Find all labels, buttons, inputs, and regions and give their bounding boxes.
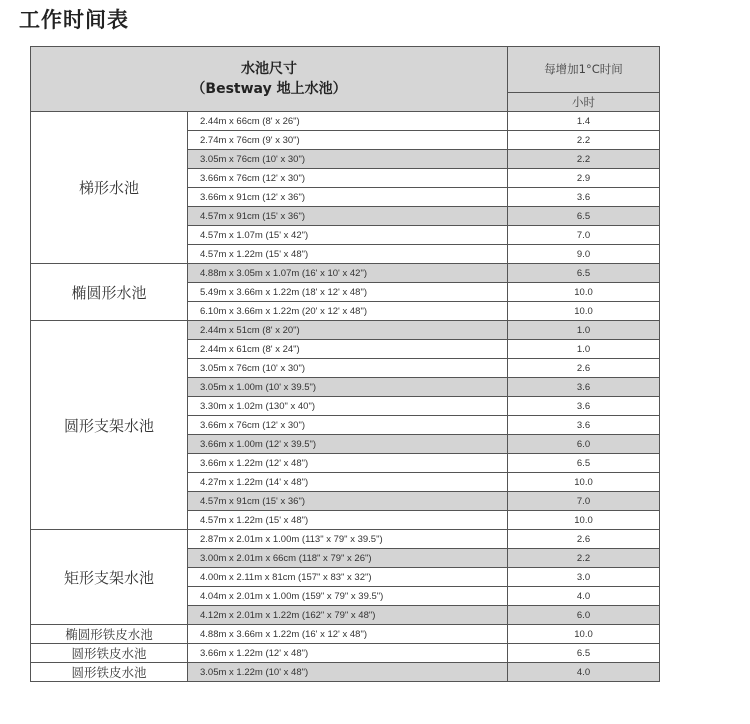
hours-cell: 3.6 [508,188,660,207]
pool-type-cell: 圆形铁皮水池 [31,644,188,663]
hours-cell: 3.6 [508,397,660,416]
page-title: 工作时间表 [19,8,129,32]
pool-size-cell: 3.00m x 2.01m x 66cm (118" x 79" x 26") [188,549,508,568]
hours-cell: 3.0 [508,568,660,587]
table-row [31,625,660,644]
pool-size-cell: 4.88m x 3.66m x 1.22m (16' x 12' x 48") [188,625,508,644]
hours-cell: 10.0 [508,625,660,644]
hours-cell: 6.0 [508,606,660,625]
pool-size-cell: 3.66m x 1.00m (12' x 39.5") [188,435,508,454]
hours-cell: 4.0 [508,587,660,606]
heating-time-table [30,46,660,682]
pool-size-cell: 4.12m x 2.01m x 1.22m (162" x 79" x 48") [188,606,508,625]
pool-type-cell: 梯形水池 [31,112,188,264]
hours-cell: 1.0 [508,340,660,359]
pool-size-cell: 3.66m x 91cm (12' x 36") [188,188,508,207]
hours-cell: 10.0 [508,511,660,530]
pool-size-cell: 3.05m x 76cm (10' x 30") [188,150,508,169]
hours-cell: 6.5 [508,207,660,226]
pool-size-cell: 3.05m x 1.00m (10' x 39.5") [188,378,508,397]
pool-size-cell: 3.05m x 1.22m (10' x 48") [188,663,508,682]
pool-size-cell: 4.57m x 1.22m (15' x 48") [188,245,508,264]
hours-cell: 10.0 [508,283,660,302]
time-per-degree-header: 每增加1°C时间 [508,47,660,93]
table-row [31,264,660,283]
pool-size-cell: 2.87m x 2.01m x 1.00m (113" x 79" x 39.5") [188,530,508,549]
table-row [31,530,660,549]
time-unit-header: 小时 [508,92,660,111]
hours-cell: 6.5 [508,644,660,663]
hours-cell: 1.4 [508,112,660,131]
hours-cell: 3.6 [508,378,660,397]
hours-cell: 2.2 [508,150,660,169]
pool-size-cell: 3.05m x 76cm (10' x 30") [188,359,508,378]
pool-size-cell: 4.57m x 91cm (15' x 36") [188,207,508,226]
hours-cell: 10.0 [508,302,660,321]
pool-size-cell: 3.66m x 76cm (12' x 30") [188,169,508,188]
pool-size-cell: 4.57m x 1.22m (15' x 48") [188,511,508,530]
pool-size-cell: 3.66m x 76cm (12' x 30") [188,416,508,435]
hours-cell: 6.5 [508,264,660,283]
pool-size-cell: 2.44m x 61cm (8' x 24") [188,340,508,359]
pool-size-cell: 3.30m x 1.02m (130" x 40") [188,397,508,416]
pool-type-cell: 矩形支架水池 [31,530,188,625]
pool-size-cell: 2.44m x 66cm (8' x 26") [188,112,508,131]
table-row [31,644,660,663]
pool-size-cell: 4.04m x 2.01m x 1.00m (159" x 79" x 39.5") [188,587,508,606]
hours-cell: 6.5 [508,454,660,473]
pool-size-cell: 4.57m x 1.07m (15' x 42") [188,226,508,245]
table-body [31,112,660,682]
pool-size-cell: 4.57m x 91cm (15' x 36") [188,492,508,511]
hours-cell: 2.2 [508,549,660,568]
hours-cell: 2.6 [508,359,660,378]
pool-size-cell: 4.00m x 2.11m x 81cm (157" x 83" x 32") [188,568,508,587]
pool-size-cell: 5.49m x 3.66m x 1.22m (18' x 12' x 48") [188,283,508,302]
hours-cell: 6.0 [508,435,660,454]
hours-cell: 1.0 [508,321,660,340]
pool-size-cell: 4.88m x 3.05m x 1.07m (16' x 10' x 42") [188,264,508,283]
table-row [31,112,660,131]
table-row [31,321,660,340]
pool-type-cell: 圆形铁皮水池 [31,663,188,682]
hours-cell: 9.0 [508,245,660,264]
pool-type-cell: 椭圆形水池 [31,264,188,321]
hours-cell: 10.0 [508,473,660,492]
pool-size-cell: 2.44m x 51cm (8' x 20") [188,321,508,340]
pool-size-header [31,47,508,112]
hours-cell: 2.9 [508,169,660,188]
hours-cell: 7.0 [508,226,660,245]
pool-type-cell: 椭圆形铁皮水池 [31,625,188,644]
pool-size-cell: 4.27m x 1.22m (14' x 48") [188,473,508,492]
pool-size-cell: 3.66m x 1.22m (12' x 48") [188,454,508,473]
pool-type-cell: 圆形支架水池 [31,321,188,530]
pool-size-cell: 6.10m x 3.66m x 1.22m (20' x 12' x 48") [188,302,508,321]
pool-size-subtitle: （Bestway 地上水池） [191,81,347,97]
hours-cell: 2.6 [508,530,660,549]
table-row [31,663,660,682]
hours-cell: 3.6 [508,416,660,435]
hours-cell: 4.0 [508,663,660,682]
hours-cell: 7.0 [508,492,660,511]
pool-size-cell: 3.66m x 1.22m (12' x 48") [188,644,508,663]
hours-cell: 2.2 [508,131,660,150]
pool-size-title: 水池尺寸 [241,61,297,77]
pool-size-cell: 2.74m x 76cm (9' x 30") [188,131,508,150]
